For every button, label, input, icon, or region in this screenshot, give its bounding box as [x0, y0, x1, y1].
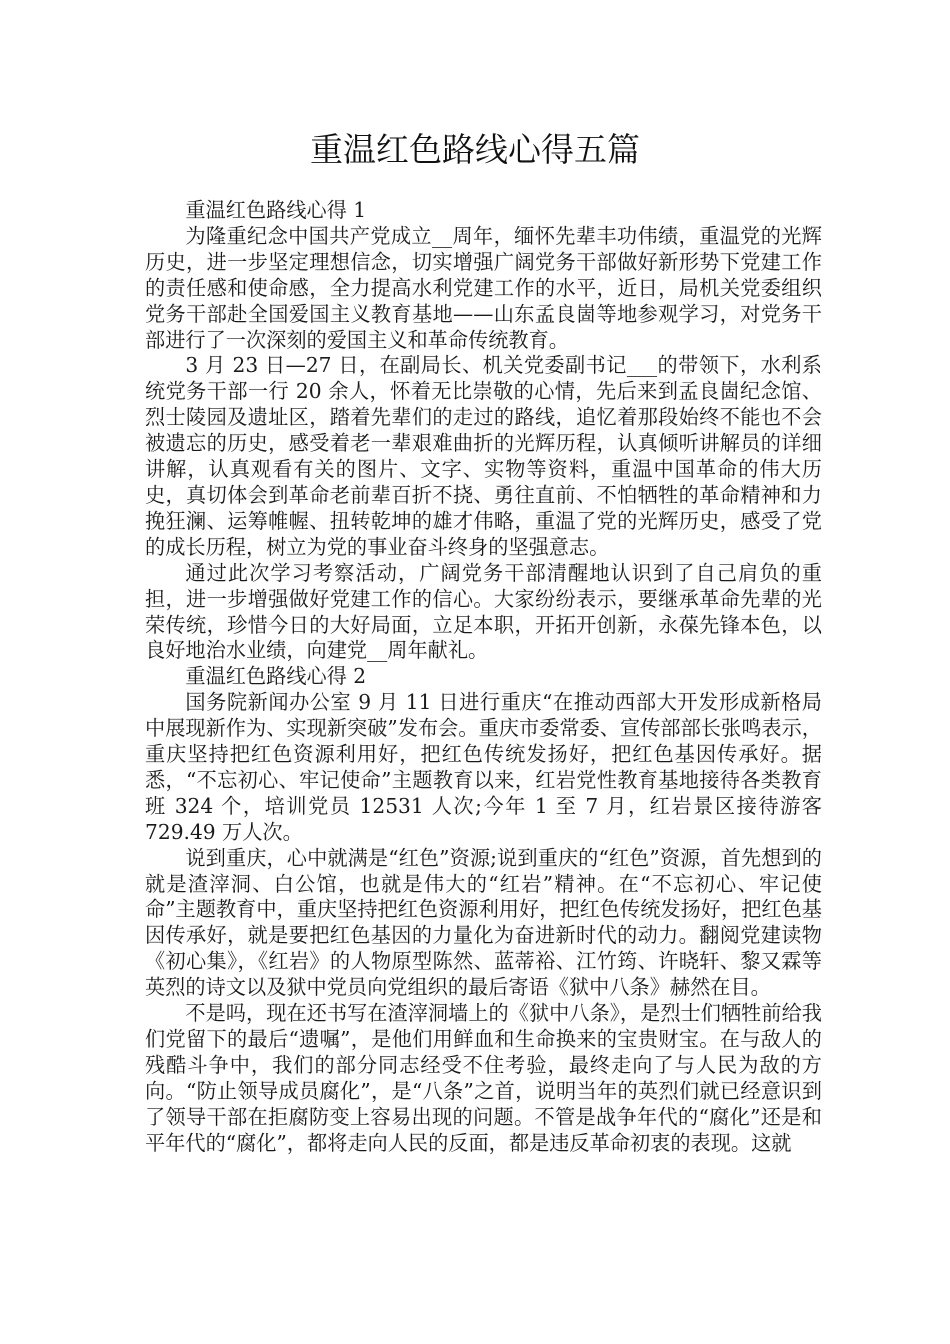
body-paragraph: 为隆重纪念中国共产党成立__周年，缅怀先辈丰功伟绩，重温党的光辉历史，进一步坚定理想信念，切实增强广阔党务干部做好新形势下党建工作的责任感和使命感，全力提高水利党建工作的水平，近日，局机关党委组织党务干部赴全国爱国主义教育基地——山东孟良崮等地参观学习，对党务干部进行了一次深刻的爱国主义和革命传统教育。	[145, 223, 822, 352]
body-paragraph: 说到重庆，心中就满是“红色”资源;说到重庆的“红色”资源，首先想到的就是渣滓洞、白公馆，也就是伟大的“红岩”精神。在“不忘初心、牢记使命”主题教育中，重庆坚持把红色资源利用好，把红色传统发扬好，把红色基因传承好，就是要把红色基因的力量化为奋进新时代的动力。翻阅党建读物《初心集》，《红岩》的人物原型陈然、蓝蒂裕、江竹筠、许晓轩、黎又霖等英烈的诗文以及狱中党员向党组织的最后寄语《狱中八条》赫然在目。	[145, 845, 822, 1000]
document-title: 重温红色路线心得五篇	[310, 130, 640, 169]
section-heading: 重温红色路线心得 2	[185, 664, 367, 689]
body-paragraph: 不是吗，现在还书写在渣滓洞墙上的《狱中八条》，是烈士们牺牲前给我们党留下的最后“遗嘱”，是他们用鲜血和生命换来的宝贵财宝。在与敌人的残酷斗争中，我们的部分同志经受不住考验，最终走向了与人民为敌的方向。“防止领导成员腐化”，是“八条”之首，说明当年的英烈们就已经意识到了领导干部在拒腐防变上容易出现的问题。不管是战争年代的“腐化”还是和平年代的“腐化”，都将走向人民的反面，都是违反革命初衷的表现。这就	[145, 1001, 822, 1155]
section-heading: 重温红色路线心得 1	[185, 198, 367, 222]
body-paragraph: 3 月 23 日—27 日，在副局长、机关党委副书记___的带领下，水利系统党务干部一行 20 余人，怀着无比崇敬的心情，先后来到孟良崮纪念馆、烈士陵园及遗址区，踏着先辈们的走过的路线，追忆着那段始终不能也不会被遗忘的历史，感受着老一辈艰难曲折的光辉历程，认真倾听讲解员的详细讲解，认真观看有关的图片、文字、实物等资料，重温中国革命的伟大历史，真切体会到革命老前辈百折不挠、勇往直前、不怕牺牲的革命精神和力挽狂澜、运筹帷幄、扭转乾坤的雄才伟略，重温了党的光辉历史，感受了党的成长历程，树立为党的事业奋斗终身的坚强意志。	[145, 353, 822, 559]
body-paragraph: 国务院新闻办公室 9 月 11 日进行重庆“在推动西部大开发形成新格局中展现新作为、实现新突破”发布会。重庆市委常委、宣传部部长张鸣表示，重庆坚持把红色资源利用好，把红色传统发扬好，把红色基因传承好。据悉，“不忘初心、牢记使命”主题教育以来，红岩党性教育基地接待各类教育班 324 个，培训党员 12531 人次;今年 1 至 7 月，红岩景区接待游客 729.49 万人次。	[145, 690, 822, 844]
body-paragraph: 通过此次学习考察活动，广阔党务干部清醒地认识到了自己肩负的重担，进一步增强做好党建工作的信心。大家纷纷表示，要继承革命先辈的光荣传统，珍惜今日的大好局面，立足本职，开拓开创新，永葆先锋本色，以良好地治水业绩，向建党__周年献礼。	[145, 560, 822, 663]
document-body	[145, 198, 822, 1157]
